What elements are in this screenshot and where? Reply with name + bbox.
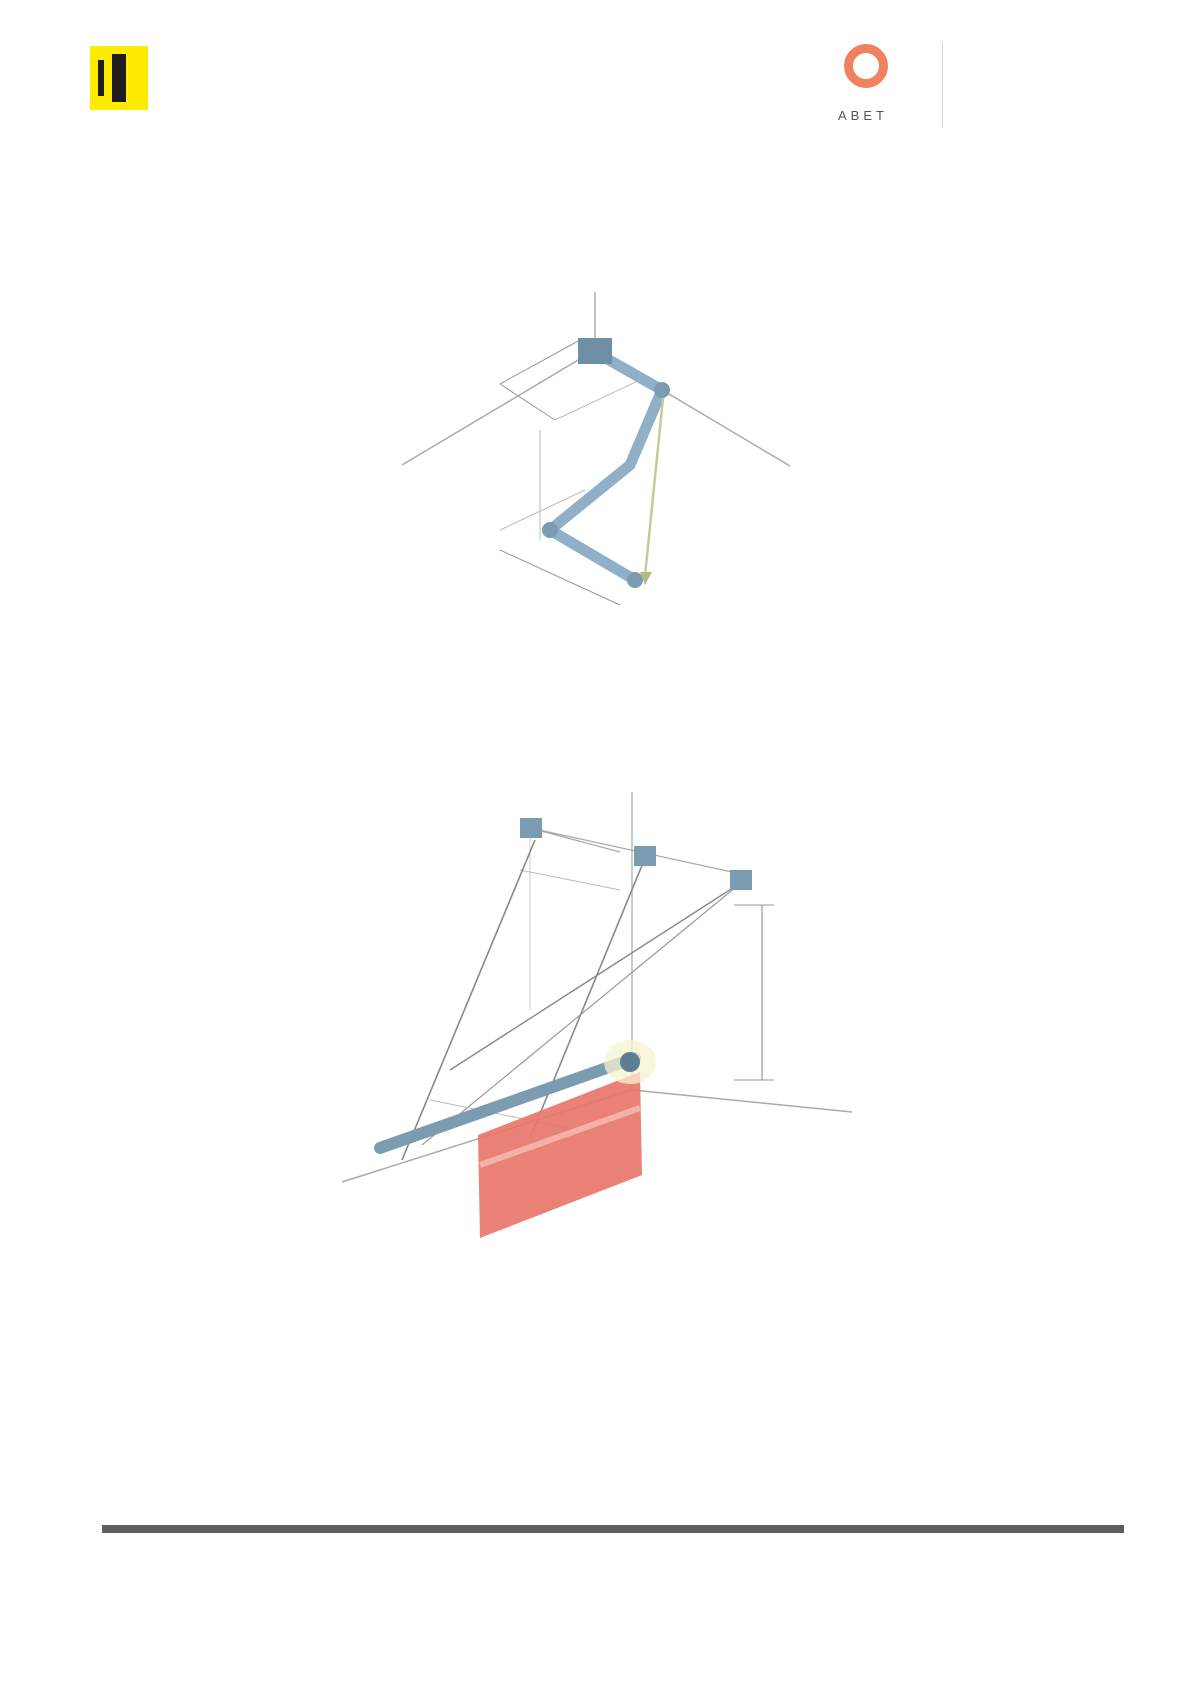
ceiling-anchor — [730, 870, 752, 890]
point-a-joint — [620, 1052, 640, 1072]
pipe-joint — [542, 522, 558, 538]
frame-line — [530, 828, 732, 872]
abet-logo-icon — [844, 44, 888, 88]
pipe-joint — [627, 572, 643, 588]
header-divider — [942, 42, 943, 128]
pipe-joint — [654, 382, 670, 398]
x-axis — [402, 350, 595, 465]
point5-figure — [380, 280, 800, 620]
dimension-line — [555, 380, 640, 420]
frame-line — [530, 828, 620, 852]
footer-divider — [102, 1525, 1124, 1533]
frame-line — [520, 870, 620, 890]
ceiling-anchor — [634, 846, 656, 866]
university-logo — [90, 46, 148, 110]
support-block — [578, 338, 612, 364]
ceiling-anchor — [520, 818, 542, 838]
y-axis — [632, 1090, 852, 1112]
dimension-line — [500, 340, 580, 384]
abet-logo-text: ABET — [838, 108, 888, 123]
cable-3 — [450, 882, 742, 1070]
point6-figure — [330, 790, 880, 1250]
bent-pipe — [550, 352, 662, 580]
